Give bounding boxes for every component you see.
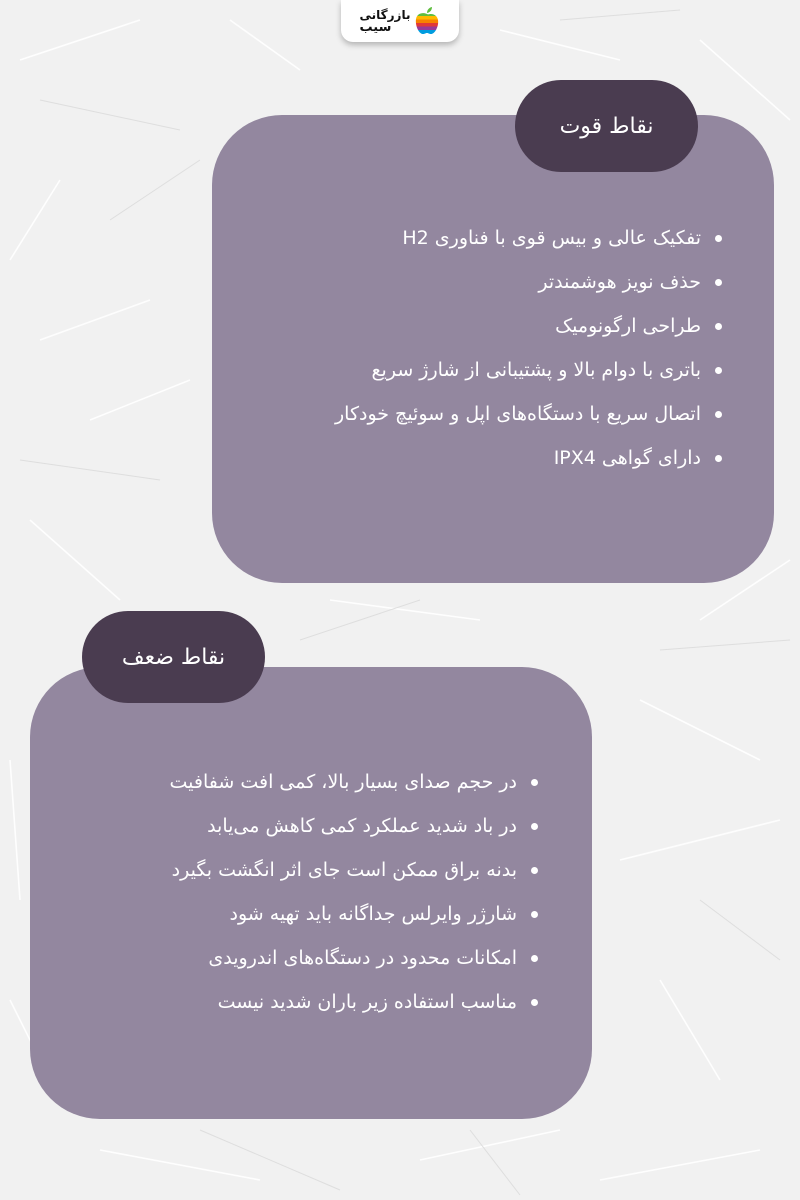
list-item xyxy=(335,308,722,352)
bullet-icon xyxy=(531,779,538,786)
brand-logo xyxy=(341,0,459,42)
brand-name-line2: سیب xyxy=(359,19,392,35)
bullet-icon xyxy=(715,411,722,418)
list-item xyxy=(335,264,722,308)
bullet-icon xyxy=(715,279,722,286)
strengths-title: نقاط قوت xyxy=(515,80,698,172)
bullet-icon xyxy=(531,955,538,962)
list-item-text: شارژر وایرلس جداگانه باید تهیه شود xyxy=(229,903,517,925)
list-item-text: در حجم صدای بسیار بالا، کمی افت شفافیت xyxy=(169,771,517,793)
list-item-text: باتری با دوام بالا و پشتیبانی از شارژ سریع xyxy=(371,359,701,381)
list-item-text: بدنه براق ممکن است جای اثر انگشت بگیرد xyxy=(171,859,517,881)
weaknesses-list xyxy=(170,764,538,1028)
list-item-text: مناسب استفاده زیر باران شدید نیست xyxy=(217,991,517,1013)
list-item-text: دارای گواهی IPX4 xyxy=(553,447,701,469)
list-item xyxy=(170,808,538,852)
bullet-icon xyxy=(715,235,722,242)
bullet-icon xyxy=(715,455,722,462)
brand-name-line1: بازرگانی xyxy=(359,7,411,22)
bullet-icon xyxy=(531,999,538,1006)
bullet-icon xyxy=(715,323,722,330)
list-item xyxy=(170,984,538,1028)
list-item xyxy=(335,220,722,264)
list-item xyxy=(170,940,538,984)
list-item-text: امکانات محدود در دستگاه‌های اندرویدی xyxy=(208,947,517,969)
brand-name xyxy=(360,9,411,34)
rainbow-apple-icon xyxy=(414,6,440,36)
bullet-icon xyxy=(715,367,722,374)
list-item xyxy=(170,896,538,940)
list-item xyxy=(335,396,722,440)
bullet-icon xyxy=(531,911,538,918)
list-item xyxy=(335,440,722,484)
strengths-list xyxy=(335,220,722,484)
list-item xyxy=(170,764,538,808)
list-item-text: در باد شدید عملکرد کمی کاهش می‌یابد xyxy=(207,815,517,837)
list-item xyxy=(335,352,722,396)
list-item-text: تفکیک عالی و بیس قوی با فناوری H2 xyxy=(402,227,701,249)
weaknesses-title: نقاط ضعف xyxy=(82,611,265,703)
bullet-icon xyxy=(531,823,538,830)
list-item-text: حذف نویز هوشمندتر xyxy=(538,271,701,293)
list-item-text: اتصال سریع با دستگاه‌های اپل و سوئیچ خودکار xyxy=(334,403,701,425)
bullet-icon xyxy=(531,867,538,874)
list-item xyxy=(170,852,538,896)
list-item-text: طراحی ارگونومیک xyxy=(555,315,701,337)
